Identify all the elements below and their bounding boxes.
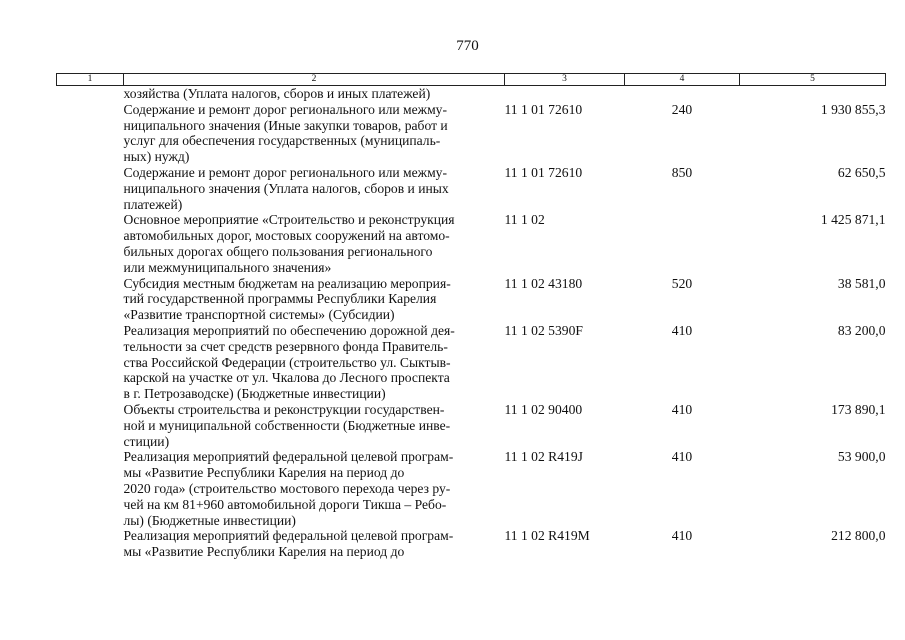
- row-name-line: ной и муниципальной собственности (Бюджетные инве-: [123, 417, 451, 433]
- row-name-cell: [124, 276, 505, 323]
- row-expense-type-cell: 410: [671, 528, 693, 544]
- row-name-line: мы «Развитие Республики Карелия на период до: [123, 544, 405, 560]
- row-expense-type-cell: 240: [671, 101, 693, 117]
- row-code-cell: [505, 86, 625, 102]
- row-sum-cell: 212 800,0: [831, 528, 886, 544]
- row-name-line: бильных дорогах общего пользования регионального: [123, 243, 433, 259]
- page-number: 770: [456, 38, 479, 54]
- budget-table: [56, 73, 886, 560]
- row-expense-type-cell: 850: [671, 164, 693, 180]
- row-number-cell: [57, 449, 124, 528]
- row-name-line: Реализация мероприятий федеральной целевой програм-: [123, 528, 454, 544]
- row-number-cell: [57, 323, 124, 402]
- row-sum-cell: [740, 86, 886, 102]
- row-name-line: или межмуниципального значения»: [123, 259, 332, 275]
- row-code-cell: 11 1 02 5390F: [504, 322, 583, 338]
- row-name-line: Субсидия местным бюджетам на реализацию мероприя-: [123, 275, 451, 291]
- row-name-line: чей на км 81+960 автомобильной дороги Тикша – Ребо-: [123, 496, 447, 512]
- row-name-line: ниципального значения (Иные закупки товаров, работ и: [123, 117, 448, 133]
- row-name-line: 2020 года» (строительство мостового перехода через ру-: [123, 480, 451, 496]
- row-sum-cell: 1 425 871,1: [820, 212, 886, 228]
- row-number-cell: [57, 212, 124, 275]
- row-name-line: Реализация мероприятий федеральной целевой програм-: [123, 449, 454, 465]
- row-name-cell: [124, 165, 505, 212]
- table-row: [57, 165, 886, 212]
- row-number-cell: [57, 165, 124, 212]
- row-number-cell: [57, 276, 124, 323]
- row-expense-type-cell: [625, 212, 740, 275]
- row-name-line: автомобильных дорог, мостовых сооружений на автомо-: [123, 228, 450, 244]
- row-name-line: лы) (Бюджетные инвестиции): [123, 512, 296, 528]
- row-name-cell: [124, 102, 505, 165]
- row-name-line: Содержание и ремонт дорог регионального или межму-: [123, 101, 448, 117]
- row-name-cell: [124, 528, 505, 560]
- table-row: [57, 102, 886, 165]
- row-number-cell: [57, 402, 124, 449]
- row-name-line: Реализация мероприятий по обеспечению дорожной дея-: [123, 322, 455, 338]
- row-code-cell: 11 1 02 43180: [504, 275, 583, 291]
- column-number-4: 4: [625, 74, 740, 86]
- row-name-line: тий государственной программы Республики Карелия: [123, 291, 437, 307]
- row-expense-type-cell: 410: [671, 449, 693, 465]
- column-number-3: 3: [505, 74, 625, 86]
- table-row: [57, 86, 886, 102]
- table-row: [57, 528, 886, 560]
- table-row: [57, 212, 886, 275]
- table-row: [57, 323, 886, 402]
- row-name-cell: [124, 402, 505, 449]
- row-number-cell: [57, 528, 124, 560]
- row-name-line: Содержание и ремонт дорог регионального или межму-: [123, 164, 448, 180]
- column-number-1: 1: [57, 74, 124, 86]
- row-name-line: мы «Развитие Республики Карелия на период до: [123, 465, 405, 481]
- row-name-line: карской на участке от ул. Чкалова до Лесного проспекта: [123, 370, 450, 386]
- row-code-cell: 11 1 02: [504, 212, 545, 228]
- row-sum-cell: 1 930 855,3: [820, 101, 886, 117]
- column-number-5: 5: [740, 74, 886, 86]
- row-sum-cell: 38 581,0: [837, 275, 886, 291]
- table-row: [57, 402, 886, 449]
- row-name-line: тельности за счет средств резервного фонда Правитель-: [123, 338, 448, 354]
- row-name-line: платежей): [123, 196, 183, 212]
- row-sum-cell: 53 900,0: [837, 449, 886, 465]
- row-sum-cell: 62 650,5: [837, 164, 886, 180]
- row-name-line: услуг для обеспечения государственных (муниципаль-: [123, 133, 441, 149]
- row-sum-cell: 83 200,0: [837, 322, 886, 338]
- row-expense-type-cell: [625, 86, 740, 102]
- column-number-2: 2: [124, 74, 505, 86]
- row-name-cell: [124, 323, 505, 402]
- table-row: [57, 276, 886, 323]
- row-name-cell: [124, 86, 505, 102]
- row-code-cell: 11 1 01 72610: [504, 101, 583, 117]
- row-name-line: ниципального значения (Уплата налогов, сборов и иных: [123, 180, 449, 196]
- column-number-row: [57, 74, 886, 86]
- row-expense-type-cell: 410: [671, 401, 693, 417]
- row-sum-cell: 173 890,1: [831, 401, 886, 417]
- row-name-cell: [124, 449, 505, 528]
- row-code-cell: 11 1 01 72610: [504, 164, 583, 180]
- table-row: [57, 449, 886, 528]
- row-name-cell: [124, 212, 505, 275]
- row-number-cell: [57, 86, 124, 102]
- row-code-cell: 11 1 02 R419M: [504, 528, 590, 544]
- row-name-line: ства Российской Федерации (строительство ул. Сыктыв-: [123, 354, 451, 370]
- row-name-line: ных) нужд): [123, 149, 190, 165]
- row-name-line: «Развитие транспортной системы» (Субсидии): [123, 307, 395, 323]
- row-code-cell: 11 1 02 R419J: [504, 449, 583, 465]
- row-number-cell: [57, 102, 124, 165]
- row-name-line: Объекты строительства и реконструкции государствен-: [123, 401, 445, 417]
- row-name-line: хозяйства (Уплата налогов, сборов и иных платежей): [123, 86, 431, 101]
- row-expense-type-cell: 520: [671, 275, 693, 291]
- row-name-line: в г. Петрозаводске) (Бюджетные инвестиции): [123, 386, 386, 402]
- row-name-line: Основное мероприятие «Строительство и реконструкция: [123, 212, 455, 228]
- row-code-cell: 11 1 02 90400: [504, 401, 583, 417]
- row-expense-type-cell: 410: [671, 322, 693, 338]
- row-name-line: стиции): [123, 433, 170, 449]
